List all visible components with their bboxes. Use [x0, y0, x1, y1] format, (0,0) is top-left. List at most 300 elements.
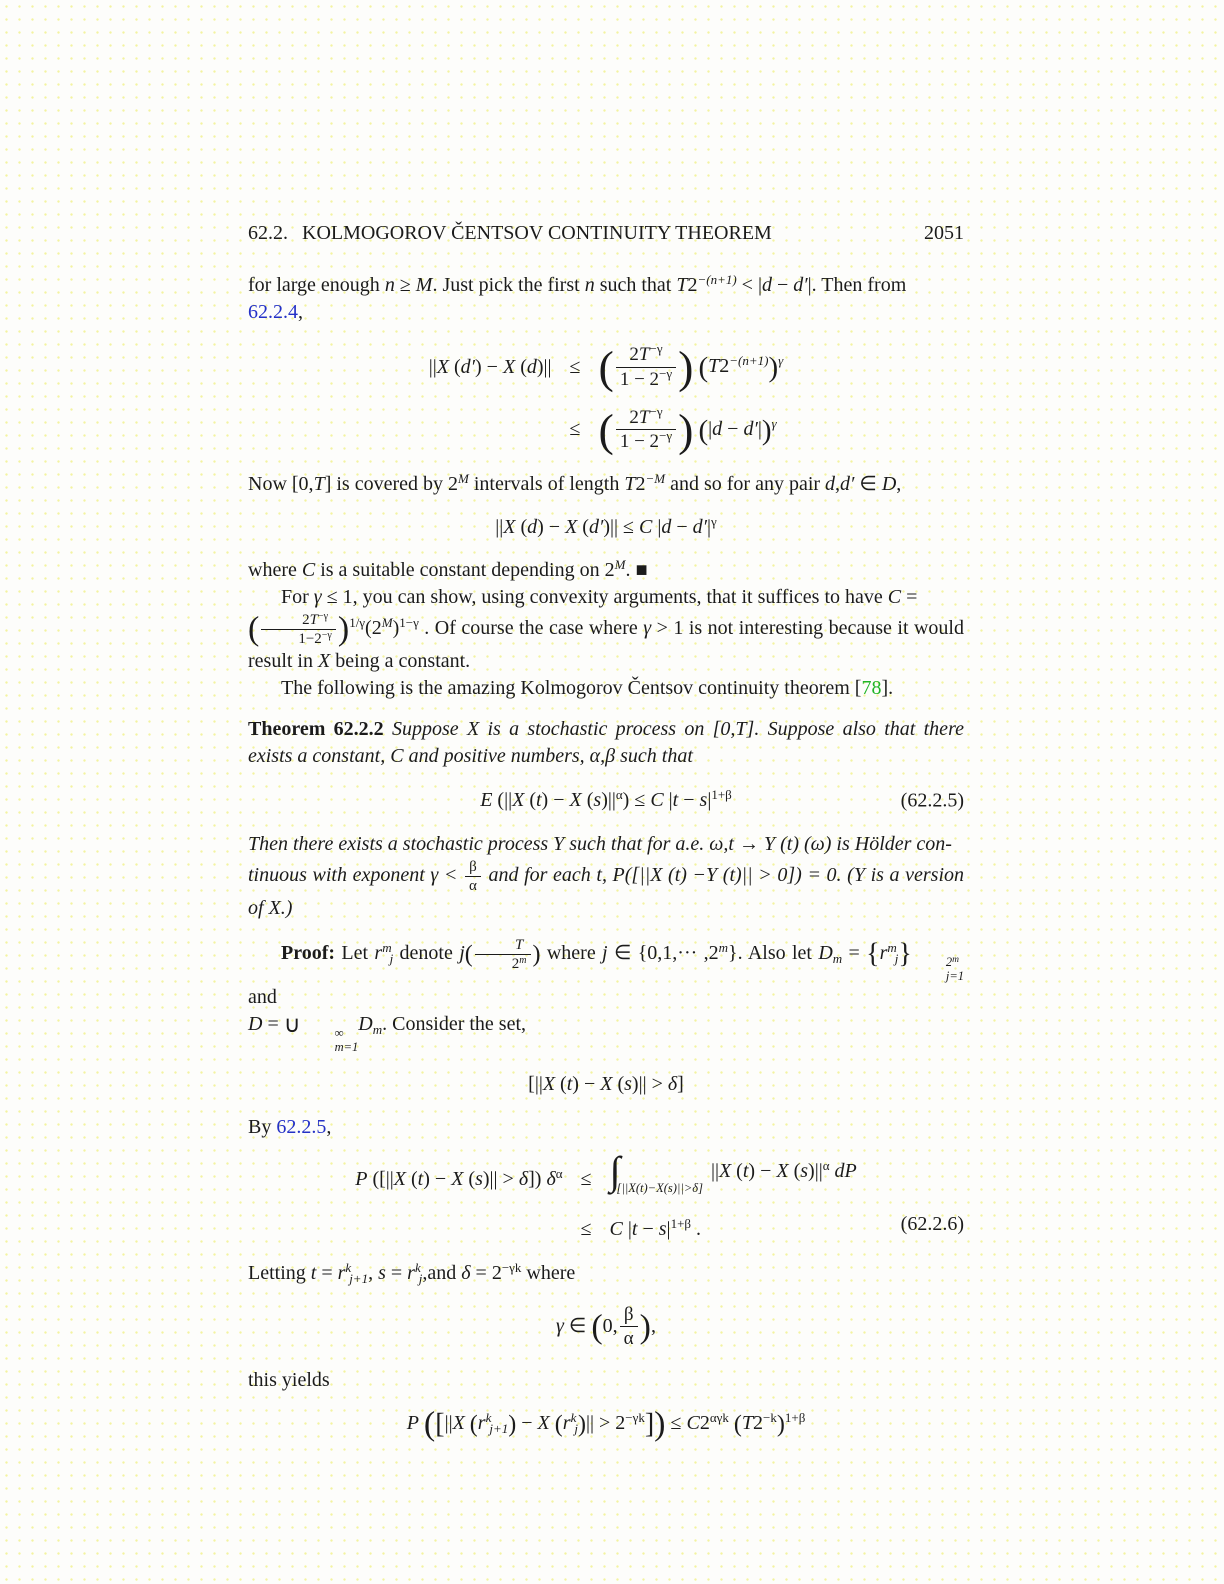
theorem-conclusion	[248, 831, 964, 922]
text-run: is a suitable constant depending on 2	[315, 559, 615, 581]
text-run: Y	[853, 864, 865, 887]
text-run: d	[661, 516, 672, 538]
text-run: δ	[518, 1168, 529, 1191]
trailing-comma: ,	[650, 1314, 656, 1337]
text-run: such that	[615, 745, 693, 767]
text-run: t	[728, 833, 734, 855]
exponent: 1/γ	[349, 615, 366, 631]
text-run: 1+β	[711, 787, 732, 802]
text-run: ].	[881, 677, 894, 699]
text-run: X	[542, 1072, 556, 1095]
big-left-paren-icon: (	[598, 403, 614, 455]
text-run: Theorem 62.2.2	[248, 718, 384, 740]
text-run: |	[807, 274, 812, 296]
text-run: j	[459, 942, 465, 965]
text-run: this yields	[248, 1369, 330, 1392]
text-run: γ	[643, 617, 652, 640]
text-run: X	[512, 789, 525, 811]
text-run: |	[708, 417, 713, 440]
text-run: T	[309, 612, 318, 628]
text-run: 2	[699, 1412, 710, 1435]
text-run: > 1 is not interesting because it would result in	[248, 617, 964, 672]
fraction-numerator	[475, 936, 531, 955]
text-run: )	[392, 617, 400, 640]
leq-sign: ≤	[569, 418, 581, 441]
equation-62-2-5	[248, 787, 964, 814]
text-run: d	[825, 473, 836, 495]
text-run: Y	[763, 833, 776, 855]
text-run: )	[508, 1411, 517, 1438]
text-run: Proof:	[281, 942, 336, 965]
text-run: denote	[393, 942, 460, 965]
text-run: m	[382, 940, 392, 956]
text-run: d′	[793, 274, 808, 296]
integral-icon: ∫	[609, 1147, 621, 1193]
text-run: [	[435, 1408, 445, 1440]
equation-tag: (62.2.5)	[900, 789, 964, 811]
text-run: =	[262, 1012, 284, 1035]
text-run: −	[516, 1412, 538, 1435]
text-run: −	[671, 516, 693, 538]
text-run: |	[666, 1217, 671, 1240]
fraction-denominator	[261, 630, 336, 648]
text-run: d	[761, 274, 772, 296]
text-run: X	[650, 864, 663, 887]
text-run: d′	[460, 355, 476, 378]
text-run: →	[733, 833, 764, 855]
text-run: r	[879, 942, 888, 965]
text-run: T	[624, 473, 636, 495]
section-header	[248, 221, 772, 245]
limit-base: 2	[945, 955, 953, 970]
text-run: D	[881, 473, 897, 495]
text-run: intervals of length	[468, 473, 625, 495]
upper-limit: ∞	[334, 1025, 344, 1040]
equation-gamma-interval	[248, 1303, 964, 1352]
text-run: (	[515, 355, 527, 378]
text-run: 1−γ	[399, 615, 419, 631]
paragraph-intro	[248, 272, 964, 326]
text-run: X	[502, 355, 516, 378]
fraction-numerator	[616, 343, 676, 368]
text-run: t	[535, 789, 542, 811]
text-line	[248, 986, 277, 1008]
text-run: s	[658, 1217, 667, 1240]
text-run: ])	[528, 1168, 547, 1191]
text-run: 2	[719, 354, 730, 377]
text-run: P	[612, 864, 625, 887]
text-run: −(n+1)	[729, 352, 769, 368]
text-run: α	[555, 1166, 563, 1182]
exponent: γ	[778, 352, 784, 368]
text-run: ∈ {0,1,··· ,2	[607, 942, 719, 965]
text-run: (	[469, 1411, 478, 1438]
fraction-numerator: β	[465, 858, 481, 877]
text-run: d′	[743, 417, 758, 440]
right-paren-icon: )	[337, 610, 350, 648]
text-run: tinuous with exponent	[248, 864, 431, 887]
text-run: Then there exists a stochastic process	[248, 833, 554, 855]
set-with-limits	[866, 938, 965, 984]
text-line	[540, 940, 867, 967]
limit-exponent: m	[952, 955, 959, 966]
text-run: ]	[644, 1408, 655, 1440]
text-run: ||	[710, 1159, 719, 1182]
paragraph-convexity	[248, 584, 964, 675]
paragraph-where-c	[248, 557, 964, 584]
text-run: ■	[635, 559, 648, 581]
text-run: X	[569, 789, 582, 811]
text-run: t	[786, 833, 793, 855]
text-run: X	[537, 1412, 550, 1435]
text-run: . Suppose also that there exists a constant,	[248, 718, 964, 767]
text-run: 2	[635, 473, 646, 495]
text-run: 2	[629, 344, 639, 365]
text-run: t	[729, 864, 736, 887]
text-run: t	[631, 1217, 638, 1240]
theorem-statement	[248, 716, 964, 770]
text-run: j	[894, 951, 899, 967]
text-run: . Of course the case where	[418, 617, 644, 640]
text-run: (	[463, 1168, 476, 1191]
paragraph-now-covered	[248, 471, 964, 498]
text-run: M	[614, 557, 626, 572]
text-run: P	[355, 1168, 368, 1191]
equation-rhs	[609, 1147, 857, 1202]
text-line	[248, 864, 463, 886]
fraction	[465, 858, 481, 895]
text-run: |	[663, 789, 673, 811]
right-paren-icon: )	[532, 941, 541, 968]
text-run: is a stochastic process on	[479, 718, 713, 740]
proof-paragraph	[248, 936, 964, 1055]
text-run: t	[566, 1072, 573, 1095]
text-run: C	[650, 789, 664, 811]
text-run: −k	[763, 1410, 777, 1426]
text-run: 1+β	[670, 1215, 692, 1231]
text-run: )||	[536, 355, 552, 378]
text-run: 2	[687, 274, 698, 296]
equation-lhs	[429, 354, 552, 381]
text-run: γ	[430, 864, 439, 887]
equation-62-2-6-block	[248, 1147, 964, 1243]
text-run: −γk	[625, 1410, 645, 1426]
text-run: P	[406, 1412, 419, 1435]
text-run: E	[480, 789, 493, 811]
right-paren-icon: )	[761, 413, 772, 446]
text-line	[248, 301, 303, 323]
text-run: ]	[746, 718, 755, 740]
fraction	[475, 936, 531, 973]
page-header	[248, 221, 964, 245]
text-run: s	[378, 1261, 386, 1284]
text-run: t	[672, 789, 679, 811]
text-run: α,β	[589, 745, 616, 767]
text-run: j	[389, 951, 394, 967]
text-run: and	[248, 985, 277, 1008]
text-run: 1+β	[784, 1410, 806, 1426]
equation-body	[480, 789, 732, 811]
text-run: X	[393, 1168, 406, 1191]
text-run: ,	[368, 1261, 379, 1284]
text-run: |	[652, 516, 662, 538]
text-run: for large enough	[248, 274, 385, 296]
text-run: m	[718, 940, 729, 956]
text-run: n	[584, 274, 595, 296]
text-run: |	[707, 789, 712, 811]
text-run: δ	[546, 1168, 556, 1191]
section-title: KOLMOGOROV ČENTSOV CONTINUITY THEOREM	[302, 222, 772, 244]
text-line	[248, 274, 906, 296]
text-run: d	[527, 516, 538, 538]
text-run: r	[374, 942, 383, 965]
leq-sign: ≤	[569, 355, 581, 378]
text-run: −γ	[317, 611, 329, 622]
text-run: −γ	[649, 341, 663, 356]
text-run: ) −	[748, 1159, 777, 1182]
text-run: ||	[428, 355, 437, 378]
text-run: By	[248, 1115, 277, 1138]
text-run: 1−2	[298, 631, 322, 647]
text-run: α	[822, 1157, 830, 1173]
text-run: T	[741, 1412, 754, 1435]
text-run: [	[854, 677, 862, 699]
text-run: Y	[553, 833, 565, 855]
text-run: The following is the amazing Kolmogorov Čentsov continuity theorem	[281, 677, 855, 699]
text-run: . Just pick the first	[432, 274, 585, 296]
text-run: ,	[601, 864, 613, 887]
text-run: (	[554, 1411, 563, 1438]
text-run: (	[577, 516, 589, 538]
text-run: =	[385, 1261, 408, 1284]
text-run: C	[686, 1412, 700, 1435]
equation-final-probability-bound	[248, 1405, 964, 1443]
text-run: ([||	[624, 864, 651, 887]
text-line	[358, 1013, 526, 1035]
text-run: ) ≤	[622, 789, 651, 811]
text-run: ) −	[537, 516, 566, 538]
text-run: (	[717, 864, 730, 887]
left-brace-icon: {	[866, 938, 880, 970]
text-run: (	[662, 864, 675, 887]
text-line	[281, 940, 465, 967]
text-run: t	[596, 864, 602, 887]
text-run: T	[638, 344, 650, 365]
text-run: k	[485, 1410, 492, 1426]
left-paren-icon: (	[591, 1307, 603, 1345]
text-run: −	[678, 789, 700, 811]
fraction-denominator: α	[468, 878, 477, 894]
text-run: ≤	[665, 1412, 687, 1435]
text-line	[248, 1013, 284, 1035]
text-run: )	[654, 1405, 666, 1443]
ref-link[interactable]: 62.2.5	[276, 1115, 327, 1138]
text-run: (	[406, 1168, 418, 1191]
text-run: )||	[808, 1159, 823, 1182]
text-run: X	[718, 1159, 732, 1182]
paragraph-by-ref	[248, 1114, 964, 1141]
text-run: such that for a.e.	[564, 833, 710, 855]
equation-holder-bound	[248, 514, 964, 541]
text-run: . Then from	[811, 274, 907, 296]
text-run: −M	[645, 471, 666, 486]
text-run: d	[712, 417, 723, 440]
paragraph-letting	[248, 1260, 964, 1287]
limits-stack	[302, 1026, 359, 1055]
text-run: X	[565, 516, 578, 538]
union-with-limits	[283, 1011, 359, 1055]
text-run: Letting	[248, 1261, 311, 1284]
text-run: γ	[711, 514, 717, 529]
text-run: ) −	[572, 1072, 601, 1095]
text-run: m	[887, 940, 897, 956]
text-run: (	[581, 789, 594, 811]
math-term	[879, 940, 899, 967]
equation-rhs	[610, 1216, 701, 1243]
lower-limit: j=1	[945, 969, 965, 984]
text-run: X	[776, 1159, 789, 1182]
text-run: (	[555, 1072, 567, 1095]
text-run: ||	[444, 1412, 453, 1435]
text-run: ) is Hölder con-	[824, 833, 952, 855]
text-run: X	[466, 718, 480, 740]
zero-term: 0,	[602, 1314, 618, 1337]
text-run: C	[301, 559, 316, 581]
text-run: ([||	[367, 1168, 394, 1191]
text-run: =	[901, 586, 918, 608]
text-run: =	[842, 942, 867, 965]
text-run: ∈	[563, 1314, 592, 1337]
text-run: )	[577, 1411, 586, 1438]
text-run: (	[423, 1405, 436, 1443]
text-run: ) −	[423, 1168, 452, 1191]
left-paren-icon: (	[698, 413, 709, 446]
text-run: −γ	[649, 403, 663, 419]
text-run: −	[771, 274, 794, 296]
text-run: T	[514, 937, 524, 953]
fraction-numerator: β	[620, 1303, 638, 1328]
text-run: δ	[667, 1072, 678, 1095]
equation-event-set	[248, 1071, 964, 1098]
text-run: [||	[528, 1072, 543, 1095]
text-run: and for each	[482, 864, 597, 887]
text-run: X	[503, 516, 516, 538]
text-run: dP	[834, 1159, 857, 1182]
math-term	[708, 352, 769, 377]
exponent: γ	[771, 415, 777, 431]
inline-fraction-term	[464, 937, 541, 972]
text-run: m	[832, 951, 843, 967]
text-run: t	[310, 1261, 317, 1284]
text-run: (	[448, 355, 461, 378]
inline-fraction-term	[248, 610, 366, 648]
text-run: ω,	[709, 833, 729, 855]
text-run: C	[390, 745, 404, 767]
text-run: 2	[511, 956, 520, 972]
text-run: s	[593, 789, 602, 811]
text-run: and positive numbers,	[403, 745, 590, 767]
text-run: t	[742, 1159, 749, 1182]
text-run: s	[475, 1168, 483, 1191]
ref-link[interactable]: 62.2.4	[248, 301, 298, 323]
text-run: <	[438, 864, 463, 887]
text-run	[384, 718, 392, 740]
text-run: −	[722, 417, 744, 440]
union-icon: ∪	[283, 1011, 301, 1037]
text-run: (	[612, 1072, 625, 1095]
text-run: )|| ≤	[603, 516, 639, 538]
text-run: d′	[588, 516, 604, 538]
text-run: .)	[280, 897, 293, 919]
text-run: n	[384, 274, 395, 296]
text-run: M	[415, 274, 433, 296]
text-run: and so for any pair	[665, 473, 826, 495]
upper-limit	[913, 955, 964, 969]
text-run: −γ	[659, 365, 673, 381]
big-right-paren-icon: )	[678, 403, 694, 455]
text-run: d′	[692, 516, 708, 538]
text-run: )|| >	[631, 1072, 668, 1095]
text-run: C	[639, 516, 653, 538]
text-run: ,	[298, 301, 303, 323]
citation-link[interactable]: 78	[861, 677, 882, 699]
text-run: T	[676, 274, 688, 296]
text-run: −	[637, 1217, 659, 1240]
text-run: || > 2	[585, 1412, 626, 1435]
big-left-paren-icon: (	[598, 341, 614, 393]
text-run: D	[358, 1012, 373, 1035]
text-run: −(n+1)	[697, 272, 737, 287]
text-run: is a version of	[248, 864, 964, 919]
text-run: =	[316, 1261, 338, 1284]
text-run: ) −	[541, 789, 570, 811]
fraction	[616, 343, 676, 392]
text-run: [0,	[712, 718, 736, 740]
text-run: X	[451, 1168, 464, 1191]
text-run: ,and	[422, 1261, 462, 1284]
text-run: Suppose	[391, 718, 467, 740]
text-run: s	[699, 789, 708, 811]
text-run: where	[521, 1261, 576, 1284]
text-run: ω	[810, 833, 825, 855]
text-line	[248, 833, 952, 855]
text-run: j	[602, 942, 608, 965]
equation-rhs	[599, 343, 784, 392]
text-line	[281, 586, 917, 608]
text-run: (	[515, 516, 528, 538]
text-run: )	[776, 1411, 785, 1438]
big-right-paren-icon: )	[678, 341, 694, 393]
text-run: j	[574, 1421, 578, 1437]
text-run: −γ	[659, 428, 673, 444]
text-run: (	[524, 789, 536, 811]
text-run: d	[526, 355, 537, 378]
equation-rhs	[598, 403, 777, 455]
text-run: 2	[629, 406, 639, 428]
fraction-denominator	[616, 430, 676, 454]
text-run: M	[457, 471, 469, 486]
text-run: |	[757, 274, 762, 296]
text-run: D	[248, 1012, 263, 1035]
text-run: j	[418, 1270, 423, 1286]
text-run: (	[788, 1159, 801, 1182]
text-run: X	[600, 1072, 613, 1095]
text-run: Y	[706, 864, 718, 887]
text-run: r	[407, 1261, 415, 1284]
text-run: }. Also let	[728, 942, 819, 965]
text-run: ||	[495, 516, 504, 538]
text-run: t	[417, 1168, 424, 1191]
